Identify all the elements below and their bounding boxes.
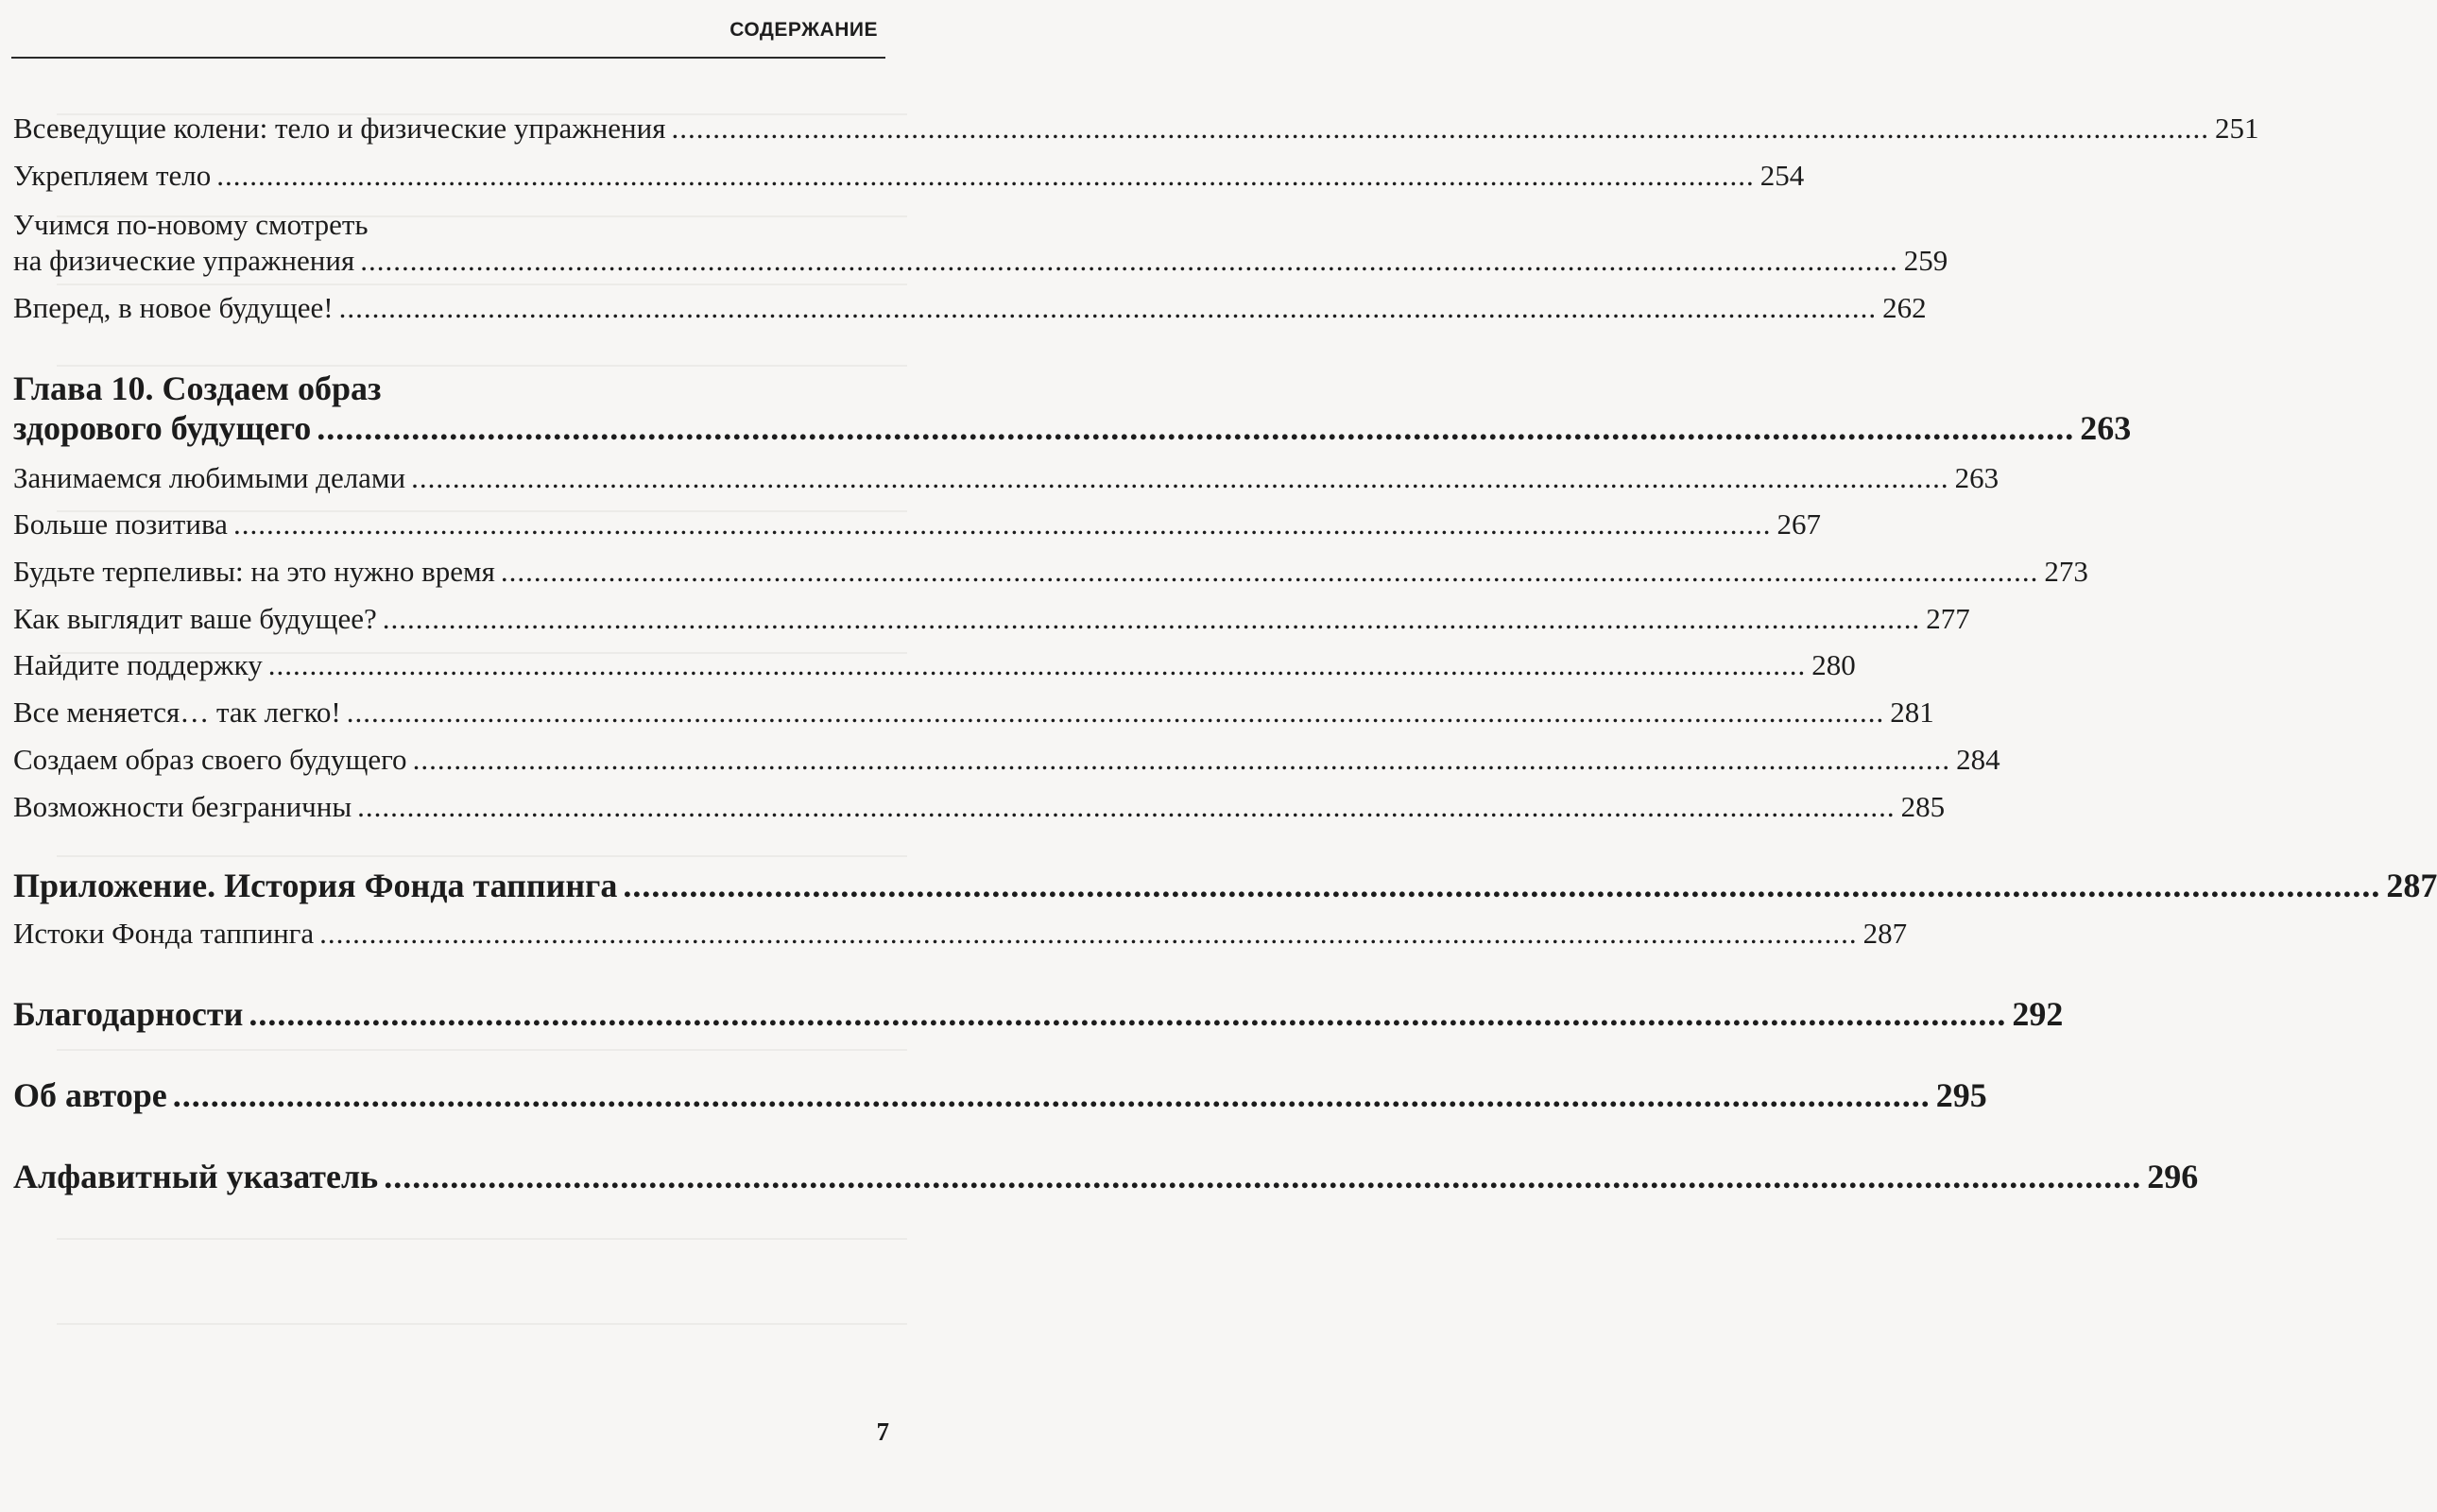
toc-entry-title: на физические упражнения	[13, 244, 355, 277]
toc-entry-page: 284	[1956, 743, 2000, 776]
chapter-entry	[13, 408, 2132, 448]
chapter-page: 287	[2386, 867, 2437, 904]
toc-entry	[13, 291, 1927, 325]
toc-entry-page: 280	[1811, 648, 1856, 681]
toc-entry-title: Больше позитива	[13, 507, 228, 541]
toc-entry	[13, 602, 1970, 636]
dot-leader: ..........................................................................................................................................................................................	[384, 1158, 2142, 1195]
chapter-title: Приложение. История Фонда таппинга	[13, 867, 618, 904]
toc-entry-title: Как выглядит ваше будущее?	[13, 602, 377, 635]
toc-entry	[13, 917, 1908, 951]
toc-entry-title-line1: Учимся по-новому смотреть	[13, 208, 369, 241]
dot-leader: ..........................................................................................................................................................................................	[216, 159, 1755, 192]
toc-entry	[13, 244, 1948, 278]
toc-entry-page: 262	[1882, 291, 1927, 324]
toc-entry-page: 287	[1862, 917, 1908, 950]
toc-entry-title: Занимаемся любимыми делами	[13, 461, 406, 494]
toc-entry-title: Вперед, в новое будущее!	[13, 291, 334, 324]
dot-leader: ..........................................................................................................................................................................................	[232, 507, 1772, 541]
dot-leader: ..........................................................................................................................................................................................	[382, 602, 1921, 635]
toc-entry-page: 285	[1900, 790, 1946, 823]
dot-leader: ..........................................................................................................................................................................................	[623, 867, 2381, 904]
toc-entry	[13, 648, 1856, 682]
bleed-through	[57, 284, 907, 285]
chapter-title-line1: Глава 10. Создаем образ	[13, 369, 382, 407]
dot-leader: ..........................................................................................................................................................................................	[346, 696, 1885, 729]
toc-entry-page: 259	[1903, 244, 1948, 277]
chapter-page: 292	[2012, 995, 2064, 1033]
dot-leader: ..........................................................................................................................................................................................	[267, 648, 1807, 681]
toc-entry-title: Будьте терпеливы: на это нужно время	[13, 555, 495, 588]
page-number: 7	[876, 1418, 889, 1446]
toc-entry	[13, 743, 2000, 777]
toc-entry-title: Укрепляем тело	[13, 159, 212, 192]
chapter-entry	[13, 1157, 2199, 1196]
toc-entry	[13, 555, 2088, 589]
toc-entry-title: Создаем образ своего будущего	[13, 743, 407, 776]
chapter-page: 296	[2147, 1158, 2199, 1195]
chapter-title: Алфавитный указатель	[13, 1158, 379, 1195]
toc-entry	[13, 790, 1946, 824]
toc-entry-title: Все меняется… так легко!	[13, 696, 341, 729]
running-head: СОДЕРЖАНИЕ	[729, 19, 878, 41]
bleed-through	[57, 1238, 907, 1240]
toc-entry-page: 254	[1759, 159, 1805, 192]
dot-leader: ..........................................................................................................................................................................................	[338, 291, 1878, 324]
toc-entry-page: 281	[1890, 696, 1934, 729]
bleed-through	[57, 365, 907, 367]
header-rule	[11, 57, 885, 59]
toc-entry-page: 251	[2214, 112, 2259, 145]
toc-entry-title: Истоки Фонда таппинга	[13, 917, 315, 950]
toc-entry	[13, 112, 2259, 146]
chapter-entry	[13, 866, 2437, 905]
dot-leader: ..........................................................................................................................................................................................	[671, 112, 2209, 145]
chapter-page: 295	[1935, 1076, 1987, 1114]
chapter-title: Об авторе	[13, 1076, 167, 1114]
toc-entry	[13, 159, 1805, 193]
dot-leader: ..........................................................................................................................................................................................	[357, 790, 1896, 823]
dot-leader: ..........................................................................................................................................................................................	[411, 461, 1949, 494]
dot-leader: ..........................................................................................................................................................................................	[317, 409, 2075, 447]
bleed-through	[57, 1049, 907, 1051]
toc-entry-page: 277	[1926, 602, 1970, 635]
dot-leader: ..........................................................................................................................................................................................	[360, 244, 1898, 277]
toc-entry-page: 263	[1954, 461, 1999, 494]
bleed-through	[57, 855, 907, 857]
toc-entry-title: Всеведущие колени: тело и физические упражнения	[13, 112, 666, 145]
toc-entry	[13, 461, 1999, 495]
dot-leader: ..........................................................................................................................................................................................	[412, 743, 1951, 776]
toc-entry-title: Возможности безграничны	[13, 790, 352, 823]
bleed-through	[57, 1323, 907, 1325]
toc-entry	[13, 696, 1934, 730]
toc-entry-page: 267	[1776, 507, 1821, 541]
toc-entry-title: Найдите поддержку	[13, 648, 263, 681]
dot-leader: ..........................................................................................................................................................................................	[172, 1076, 1931, 1114]
dot-leader: ..........................................................................................................................................................................................	[319, 917, 1858, 950]
chapter-entry	[13, 994, 2064, 1034]
toc-entry	[13, 507, 1821, 541]
dot-leader: ..........................................................................................................................................................................................	[249, 995, 2007, 1033]
dot-leader: ..........................................................................................................................................................................................	[500, 555, 2039, 588]
chapter-title: Благодарности	[13, 995, 244, 1033]
chapter-entry	[13, 1075, 1987, 1115]
chapter-page: 263	[2080, 409, 2132, 447]
chapter-title: здорового будущего	[13, 409, 312, 447]
toc-entry-page: 273	[2044, 555, 2088, 588]
